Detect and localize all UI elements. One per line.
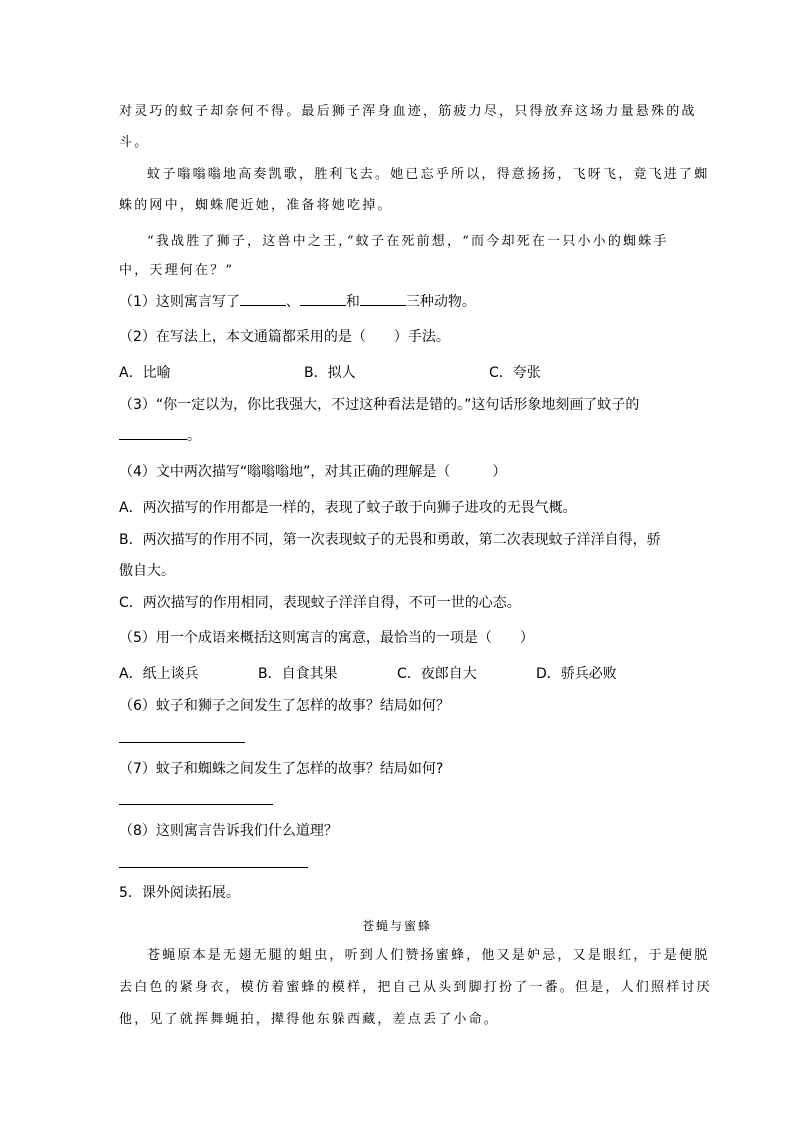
option-b[interactable]: B．拟人 bbox=[304, 365, 356, 381]
answer-line[interactable] bbox=[119, 867, 308, 868]
story-line: 对灵巧的蚊子却奈何不得。最后狮子浑身血迹，筋疲力尽，只得放弃这场力量悬殊的战 bbox=[119, 104, 697, 119]
answer-line[interactable] bbox=[119, 742, 245, 743]
option-c[interactable]: C．两次描写的作用相同，表现蚊子洋洋自得，不可一世的心态。 bbox=[119, 595, 521, 611]
story-line: “我战胜了狮子，这兽中之王，”蚊子在死前想，“而今却死在一只小小的蜘蛛手 bbox=[147, 234, 669, 249]
section-heading: 5．课外阅读拓展。 bbox=[119, 885, 240, 901]
story-line: 蛛的网中，蜘蛛爬近她，准备将她吃掉。 bbox=[119, 198, 393, 213]
option-a[interactable]: A．比喻 bbox=[119, 365, 171, 381]
question-3: （3）“你一定以为，你比我强大，不过这种看法是错的。”这句话形象地刻画了蚊子的 bbox=[119, 397, 640, 413]
question-8: （8）这则寓言告诉我们什么道理？ bbox=[119, 823, 338, 839]
question-5: （5）用一个成语来概括这则寓言的寓意，最恰当的一项是（ ） bbox=[119, 630, 534, 646]
story-line: 去白色的紧身衣，模仿着蜜蜂的模样，把自己从头到脚打扮了一番。但是，人们照样讨厌 bbox=[119, 980, 712, 995]
option-a[interactable]: A．纸上谈兵 bbox=[119, 666, 199, 682]
story-title: 苍蝇与蜜蜂 bbox=[361, 919, 432, 933]
answer-blank[interactable] bbox=[119, 426, 187, 440]
question-2-options bbox=[119, 364, 541, 382]
option-b-continued: 傲自大。 bbox=[119, 563, 175, 579]
answer-blank[interactable] bbox=[300, 292, 346, 306]
question-3-answer: 。 bbox=[119, 426, 201, 445]
question-7: （7）蚊子和蜘蛛之间发生了怎样的故事？结局如何? bbox=[119, 761, 444, 777]
option-b[interactable]: B．自食其果 bbox=[258, 666, 338, 682]
question-1: （1）这则寓言写了 、 和 三种动物。 bbox=[119, 294, 476, 310]
answer-blank[interactable] bbox=[240, 292, 286, 306]
story-line: 苍蝇原本是无翅无腿的蛆虫，听到人们赞扬蜜蜂，他又是妒忌，又是眼红，于是便脱 bbox=[147, 948, 710, 963]
story-line: 他，见了就挥舞蝇拍，撵得他东躲西藏，差点丢了小命。 bbox=[119, 1012, 500, 1027]
answer-blank[interactable] bbox=[360, 292, 406, 306]
option-b[interactable]: B．两次描写的作用不同，第一次表现蚊子的无畏和勇敢，第二次表现蚊子洋洋自得，骄 bbox=[119, 532, 661, 548]
option-c[interactable]: C．夸张 bbox=[489, 365, 541, 381]
question-6: （6）蚊子和狮子之间发生了怎样的故事？结局如何？ bbox=[119, 698, 450, 714]
option-d[interactable]: D．骄兵必败 bbox=[536, 666, 617, 682]
question-4: （4）文中两次描写“嗡嗡嗡地”，对其正确的理解是（ ） bbox=[119, 464, 507, 480]
answer-line[interactable] bbox=[119, 804, 273, 805]
question-2: （2）在写法上，本文通篇都采用的是（ ）手法。 bbox=[119, 329, 450, 345]
question-5-options bbox=[119, 665, 617, 683]
option-c[interactable]: C．夜郎自大 bbox=[397, 666, 477, 682]
option-a[interactable]: A．两次描写的作用都是一样的，表现了蚊子敢于向狮子进攻的无畏气概。 bbox=[119, 500, 577, 516]
story-line: 蚊子嗡嗡嗡地高奏凯歌，胜利飞去。她已忘乎所以，得意扬扬，飞呀飞，竟飞进了蜘 bbox=[147, 167, 710, 182]
story-line: 斗。 bbox=[119, 135, 150, 150]
story-line: 中，天理何在？” bbox=[119, 263, 235, 278]
